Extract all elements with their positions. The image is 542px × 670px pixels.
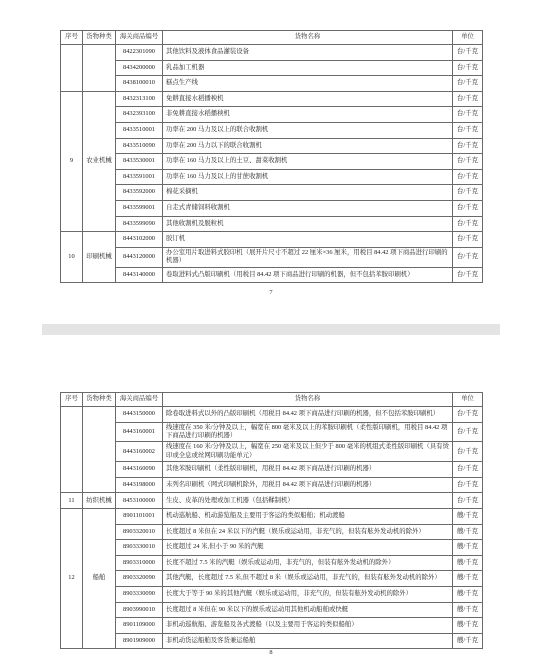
- seq-cell: 11: [61, 493, 83, 509]
- table-row: [61, 76, 483, 92]
- hs-code-cell: 8434200000: [116, 60, 163, 76]
- goods-name-cell: 免耕直接水稻播秧机: [163, 91, 453, 107]
- table-row: [61, 107, 483, 123]
- unit-cell: 艘/千克: [453, 571, 483, 587]
- hs-code-cell: 8901909000: [116, 633, 163, 649]
- table-row: [61, 185, 483, 201]
- hs-code-cell: 8433599001: [116, 200, 163, 216]
- unit-cell: 台/千克: [453, 200, 483, 216]
- hs-code-cell: 8453100000: [116, 493, 163, 509]
- table-body: [61, 407, 483, 649]
- table-row: [61, 138, 483, 154]
- table-row: [61, 555, 483, 571]
- header-seq: 序号: [61, 31, 83, 45]
- unit-cell: 台/千克: [453, 122, 483, 138]
- goods-name-cell: 功率在 200 马力及以上的联合收割机: [163, 122, 453, 138]
- seq-cell: [61, 407, 83, 493]
- goods-name-cell: 功率在 160 马力及以上的甘蔗收割机: [163, 169, 453, 185]
- unit-cell: 台/千克: [453, 91, 483, 107]
- goods-name-cell: 其他饮料及液体食品灌装设备: [163, 45, 453, 61]
- document-page: [60, 30, 482, 283]
- table-row: [61, 232, 483, 248]
- header-hs-code: 海关商品编号: [116, 393, 163, 407]
- unit-cell: 台/千克: [453, 138, 483, 154]
- page-gap: [42, 324, 500, 335]
- unit-cell: 台/千克: [453, 442, 483, 462]
- table-row: [61, 509, 483, 525]
- header-unit: 单位: [453, 31, 483, 45]
- table-header: [61, 393, 483, 407]
- table-row: [61, 618, 483, 634]
- hs-code-cell: 8903320090: [116, 571, 163, 587]
- goods-name-cell: 棉花采摘机: [163, 185, 453, 201]
- unit-cell: 艘/千克: [453, 618, 483, 634]
- unit-cell: 台/千克: [453, 247, 483, 267]
- hs-code-cell: 8433530001: [116, 154, 163, 170]
- table-row: [61, 267, 483, 283]
- header-category: 货物种类: [83, 31, 116, 45]
- header-goods-name: 货物名称: [163, 393, 453, 407]
- goods-name-cell: 长度不超过 7.5 米的汽艇（娱乐或运动用，非充气的，但装有舷外发动机的除外）: [163, 555, 453, 571]
- goods-name-cell: 除卷取进料式以外的凸版印刷机（用税目 84.42 项下商品进行印刷的机器，但不包括苯胺印刷机）: [163, 407, 453, 423]
- unit-cell: 台/千克: [453, 185, 483, 201]
- hs-code-cell: 8433599090: [116, 216, 163, 232]
- table-row: [61, 60, 483, 76]
- hs-code-cell: 8443150000: [116, 407, 163, 423]
- category-cell: 农业机械: [83, 91, 116, 231]
- goods-name-cell: 非机动货运船舶及客货兼运船舶: [163, 633, 453, 649]
- hs-code-cell: 8443140000: [116, 267, 163, 283]
- table-row: [61, 462, 483, 478]
- table-row: [61, 200, 483, 216]
- header-unit: 单位: [453, 393, 483, 407]
- category-cell: [83, 45, 116, 92]
- unit-cell: 艘/千克: [453, 586, 483, 602]
- table-row: [61, 540, 483, 556]
- unit-cell: 艘/千克: [453, 555, 483, 571]
- goods-name-cell: 生皮、皮革的处理或加工机器（包括鞣制机）: [163, 493, 453, 509]
- table-row: [61, 169, 483, 185]
- hs-code-cell: 8901109000: [116, 618, 163, 634]
- hs-code-cell: 8443160090: [116, 462, 163, 478]
- goods-name-cell: 功率在 200 马力以下的联合收割机: [163, 138, 453, 154]
- unit-cell: 台/千克: [453, 107, 483, 123]
- unit-cell: 台/千克: [453, 169, 483, 185]
- goods-name-cell: 长度超过 8 米但在 90 米以下的娱乐或运动用其他机动船舶或快艇: [163, 602, 453, 618]
- unit-cell: 台/千克: [453, 76, 483, 92]
- hs-code-cell: 8903990010: [116, 602, 163, 618]
- hs-code-cell: 8901101001: [116, 509, 163, 525]
- goods-name-cell: 自走式青储饲料收割机: [163, 200, 453, 216]
- category-cell: 纺织机械: [83, 493, 116, 509]
- page-number: 8: [269, 649, 273, 656]
- header-seq: 序号: [61, 393, 83, 407]
- goods-name-cell: 长度大于等于 90 米的其他汽艇（娱乐或运动用，非充气的，但装有舷外发动机的除外）: [163, 586, 453, 602]
- goods-name-cell: 长度超过 8 米但在 24 米以下的汽艇（娱乐或运动用，非充气的，但装有舷外发动机的除外）: [163, 524, 453, 540]
- goods-name-cell: 非免耕直接水稻播秧机: [163, 107, 453, 123]
- hs-code-cell: 8903320010: [116, 524, 163, 540]
- seq-cell: 10: [61, 232, 83, 283]
- table-row: [61, 524, 483, 540]
- table-row: [61, 586, 483, 602]
- goods-name-cell: 线速度在 350 米/分钟及以上，幅宽在 800 毫米及以上的苯胺印刷机（柔性版印刷机，用税目 84.42 项下商品进行印刷的机器）: [163, 422, 453, 442]
- goods-name-cell: 办公室用片取进料式胶印机（展开片尺寸不超过 22 厘米×36 厘米，用税目 84.42 项下商品进行印刷的机器）: [163, 247, 453, 267]
- hs-code-cell: 8903310000: [116, 555, 163, 571]
- unit-cell: 台/千克: [453, 216, 483, 232]
- unit-cell: 台/千克: [453, 407, 483, 423]
- goods-name-cell: 卷取进料式凸版印刷机（用税目 84.42 项下商品进行印刷的机器，但不包括苯胺印刷机）: [163, 267, 453, 283]
- goods-table: [60, 392, 483, 649]
- goods-table: [60, 30, 483, 283]
- header-goods-name: 货物名称: [163, 31, 453, 45]
- unit-cell: 台/千克: [453, 493, 483, 509]
- unit-cell: 台/千克: [453, 45, 483, 61]
- hs-code-cell: 8433510090: [116, 138, 163, 154]
- goods-name-cell: 胶订机: [163, 232, 453, 248]
- goods-name-cell: 机动巡航船、机动游览船及主要用于客运的类似船舶；机动渡船: [163, 509, 453, 525]
- table-header-row: [61, 393, 483, 407]
- unit-cell: 艘/千克: [453, 602, 483, 618]
- seq-cell: 12: [61, 509, 83, 649]
- header-hs-code: 海关商品编号: [116, 31, 163, 45]
- table-row: [61, 407, 483, 423]
- unit-cell: 台/千克: [453, 462, 483, 478]
- hs-code-cell: 8432313100: [116, 91, 163, 107]
- goods-name-cell: 线速度在 160 米/分钟及以上，幅宽在 250 毫米及以上但少于 800 毫米的机组式柔性版印刷机（具有烫印或全息或丝网印刷功能单元）: [163, 442, 453, 462]
- table-row: [61, 422, 483, 442]
- goods-name-cell: 非机动巡航船、游览船及各式渡船（以及主要用于客运的类似船舶）: [163, 618, 453, 634]
- table-row: [61, 633, 483, 649]
- hs-code-cell: 8422301090: [116, 45, 163, 61]
- table-row: [61, 602, 483, 618]
- table-header: [61, 31, 483, 45]
- table-row: [61, 45, 483, 61]
- table-header-row: [61, 31, 483, 45]
- table-body: [61, 45, 483, 283]
- goods-name-cell: 其他收割机及脱粒机: [163, 216, 453, 232]
- table-row: [61, 154, 483, 170]
- hs-code-cell: 8433510001: [116, 122, 163, 138]
- table-row: [61, 493, 483, 509]
- goods-name-cell: 功率在 160 马力及以上的土豆、甜菜收割机: [163, 154, 453, 170]
- goods-name-cell: 其他汽艇，长度超过 7.5 米,但不超过 8 米（娱乐或运动用，非充气的，但装有舷外发动机的除外）: [163, 571, 453, 587]
- unit-cell: 台/千克: [453, 267, 483, 283]
- header-category: 货物种类: [83, 393, 116, 407]
- hs-code-cell: 8903330090: [116, 586, 163, 602]
- hs-code-cell: 8443102000: [116, 232, 163, 248]
- hs-code-cell: 8443198000: [116, 477, 163, 493]
- unit-cell: 艘/千克: [453, 524, 483, 540]
- unit-cell: 艘/千克: [453, 540, 483, 556]
- goods-name-cell: 乳品加工机器: [163, 60, 453, 76]
- unit-cell: 台/千克: [453, 477, 483, 493]
- hs-code-cell: 8433592000: [116, 185, 163, 201]
- hs-code-cell: 8438100010: [116, 76, 163, 92]
- unit-cell: 台/千克: [453, 232, 483, 248]
- unit-cell: 艘/千克: [453, 633, 483, 649]
- seq-cell: 9: [61, 91, 83, 231]
- table-row: [61, 247, 483, 267]
- hs-code-cell: 8443120000: [116, 247, 163, 267]
- table-row: [61, 477, 483, 493]
- category-cell: [83, 407, 116, 493]
- category-cell: 船舶: [83, 509, 116, 649]
- table-row: [61, 571, 483, 587]
- table-row: [61, 91, 483, 107]
- hs-code-cell: 8433591001: [116, 169, 163, 185]
- goods-name-cell: 长度超过 24 米,但小于 90 米的汽艇: [163, 540, 453, 556]
- hs-code-cell: 8432393100: [116, 107, 163, 123]
- unit-cell: 台/千克: [453, 422, 483, 442]
- unit-cell: 艘/千克: [453, 509, 483, 525]
- document-page: [60, 392, 482, 649]
- goods-name-cell: 未列名印刷机（网式印刷机除外，用税目 84.42 项下商品进行印刷的机器）: [163, 477, 453, 493]
- goods-name-cell: 糕点生产线: [163, 76, 453, 92]
- hs-code-cell: 8903330010: [116, 540, 163, 556]
- seq-cell: [61, 45, 83, 92]
- page-number: 7: [269, 289, 273, 296]
- table-row: [61, 122, 483, 138]
- table-row: [61, 216, 483, 232]
- category-cell: 印刷机械: [83, 232, 116, 283]
- hs-code-cell: 8443160001: [116, 422, 163, 442]
- unit-cell: 台/千克: [453, 60, 483, 76]
- goods-name-cell: 其他苯胺印刷机（柔性版印刷机，用税目 84.42 项下商品进行印刷的机器）: [163, 462, 453, 478]
- unit-cell: 台/千克: [453, 154, 483, 170]
- table-row: [61, 442, 483, 462]
- hs-code-cell: 8443160002: [116, 442, 163, 462]
